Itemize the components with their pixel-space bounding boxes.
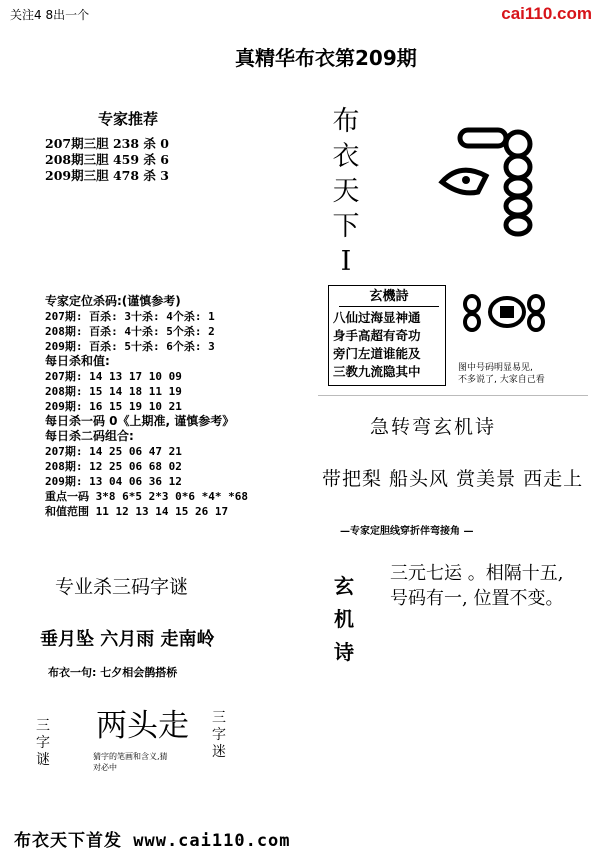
vertical-char: I bbox=[340, 246, 352, 277]
riddle-note-line: 猜字的笔画和含义,猜 bbox=[93, 752, 168, 761]
data-line: 207期: 14 13 17 10 09 bbox=[45, 370, 182, 383]
data-line: 208期: 15 14 18 11 19 bbox=[45, 385, 182, 398]
number-riddle-picture bbox=[430, 122, 580, 237]
sum-range-line: 和值范围 11 12 13 14 15 26 17 bbox=[45, 505, 229, 518]
expert-title: 专家推荐 bbox=[98, 110, 159, 128]
xuan-line: 号码有一, 位置不变。 bbox=[390, 588, 564, 609]
vertical-char: 诗 bbox=[334, 640, 354, 664]
caption-line: 图中号码明显易见, bbox=[458, 363, 533, 373]
data-line: 207期: 14 25 06 47 21 bbox=[45, 445, 182, 458]
brand-link[interactable]: cai110.com bbox=[501, 4, 592, 23]
vertical-char: 天 bbox=[332, 176, 360, 207]
expert-line: 207期三胆 238 杀 0 bbox=[45, 136, 169, 151]
coin-riddle-picture bbox=[462, 288, 552, 336]
poem-line: 八仙过海显神通 bbox=[333, 310, 421, 325]
data-line: 209期: 13 04 06 36 12 bbox=[45, 475, 182, 488]
kill3-words: 垂月坠 六月雨 走南岭 bbox=[40, 629, 215, 650]
data-line: 208期: 12 25 06 68 02 bbox=[45, 460, 182, 473]
riddle-right-label: 三字迷 bbox=[212, 710, 226, 760]
xuan-lines bbox=[390, 561, 563, 611]
data-line: 207期: 百杀: 3十杀: 4个杀: 1 bbox=[45, 310, 215, 323]
vertical-char: 下 bbox=[332, 211, 360, 242]
picture-caption bbox=[458, 362, 545, 386]
vertical-title bbox=[322, 104, 370, 279]
data-line: 208期: 百杀: 4十杀: 5个杀: 2 bbox=[45, 325, 215, 338]
top-note: 关注4 8出一个 bbox=[10, 8, 90, 22]
section-heading: 每日杀一码 0《上期准, 谨慎参考》 bbox=[45, 414, 235, 428]
expert-list bbox=[45, 136, 169, 184]
page-title: 真精华布衣第209期 bbox=[235, 46, 417, 70]
poem-line: 三教九流隐其中 bbox=[333, 364, 421, 379]
vertical-char: 布 bbox=[332, 106, 360, 137]
poem-line: 身手高超有奇功 bbox=[333, 328, 421, 343]
caption-line: 不多说了, 大家自己看 bbox=[458, 375, 545, 385]
riddle-note-line: 对必中 bbox=[93, 763, 117, 772]
kill3-saying: 布衣一句: 七夕相会鹊搭桥 bbox=[48, 666, 178, 679]
poem2-subline: —专家定胆线穿折伴弯接角 — bbox=[340, 526, 474, 537]
poem2-main: 带把梨 船头风 赏美景 西走上 bbox=[322, 468, 584, 490]
poem2-heading: 急转弯玄机诗 bbox=[370, 416, 497, 438]
poem-title: 玄機詩 bbox=[339, 288, 439, 307]
section-heading: 每日杀和值: bbox=[45, 354, 110, 368]
xuan-line: 三元七运 。相隔十五, bbox=[390, 563, 564, 584]
kill3-title: 专业杀三码字谜 bbox=[55, 576, 189, 598]
divider bbox=[318, 395, 588, 396]
riddle-note bbox=[93, 751, 168, 773]
section-heading: 专家定位杀码:(谨慎参考) bbox=[45, 294, 181, 308]
data-line: 209期: 16 15 19 10 21 bbox=[45, 400, 182, 413]
riddle-left-label: 三字谜 bbox=[36, 718, 50, 768]
footer: 布衣天下首发 www.cai110.com bbox=[14, 831, 291, 851]
riddle-word: 两头走 bbox=[96, 708, 189, 744]
poem-line: 旁门左道谁能及 bbox=[333, 346, 421, 361]
vertical-char: 玄 bbox=[334, 574, 354, 598]
kill-section bbox=[45, 294, 248, 519]
expert-line: 208期三胆 459 杀 6 bbox=[45, 152, 169, 167]
focus-line: 重点一码 3*8 6*5 2*3 0*6 *4* *68 bbox=[45, 490, 248, 503]
vertical-char: 衣 bbox=[332, 141, 360, 172]
section-heading: 每日杀二码组合: bbox=[45, 429, 134, 443]
expert-line: 209期三胆 478 杀 3 bbox=[45, 168, 169, 183]
vertical-char: 机 bbox=[334, 607, 354, 631]
xuan-vertical bbox=[334, 570, 354, 669]
data-line: 209期: 百杀: 5十杀: 6个杀: 3 bbox=[45, 340, 215, 353]
poem-box bbox=[328, 285, 446, 386]
